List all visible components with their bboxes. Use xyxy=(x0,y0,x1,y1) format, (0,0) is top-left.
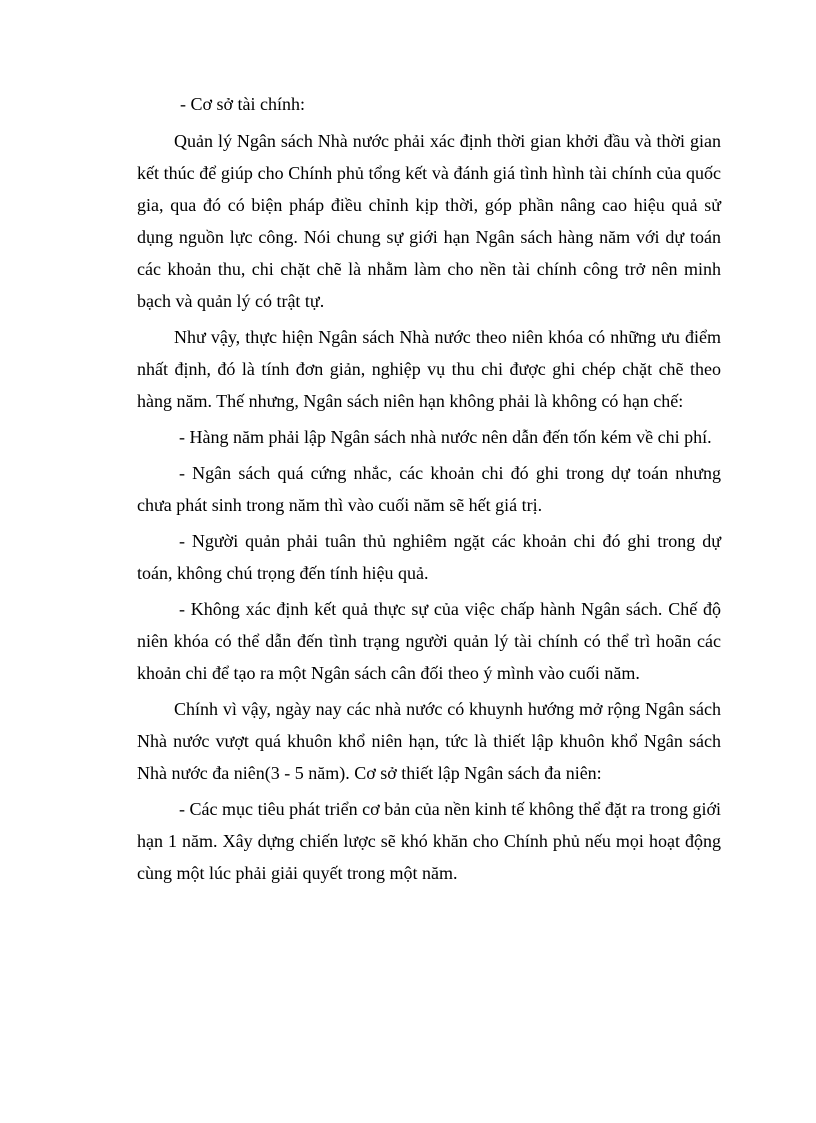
paragraph-time-frame: Quản lý Ngân sách Nhà nước phải xác định thời gian khởi đầu và thời gian kết thúc để giúp cho Chính phủ tổng kết và đánh giá tình hình tài chính của quốc gia, qua đó có biện pháp điều chỉnh kịp thời, góp phần nâng cao hiệu quả sử dụng nguồn lực công. Nói chung sự giới hạn Ngân sách hàng năm với dự toán các khoản thu, chi chặt chẽ là nhằm làm cho nền tài chính công trở nên minh bạch và quản lý có trật tự. xyxy=(137,131,721,311)
bullet-results: - Không xác định kết quả thực sự của việc chấp hành Ngân sách. Chế độ niên khóa có thể dẫn đến tình trạng người quản lý tài chính có thể trì hoãn các khoản chi để tạo ra một Ngân sách cân đối theo ý mình vào cuối năm. xyxy=(137,599,721,683)
bullet-cost: - Hàng năm phải lập Ngân sách nhà nước nên dẫn đến tốn kém về chi phí. xyxy=(179,427,712,447)
paragraph-multi-year: Chính vì vậy, ngày nay các nhà nước có khuynh hướng mở rộng Ngân sách Nhà nước vượt quá khuôn khổ niên hạn, tức là thiết lập khuôn khổ Ngân sách Nhà nước đa niên(3 - 5 năm). Cơ sở thiết lập Ngân sách đa niên: xyxy=(137,699,721,783)
bullet-development-goals: - Các mục tiêu phát triển cơ bản của nền kinh tế không thể đặt ra trong giới hạn 1 năm. Xây dựng chiến lược sẽ khó khăn cho Chính phủ nếu mọi hoạt động cùng một lúc phải giải quyết trong một năm. xyxy=(137,799,721,883)
bullet-rigid: - Ngân sách quá cứng nhắc, các khoản chi đó ghi trong dự toán nhưng chưa phát sinh trong năm thì vào cuối năm sẽ hết giá trị. xyxy=(137,463,721,515)
section-heading: - Cơ sở tài chính: xyxy=(180,94,306,114)
bullet-compliance: - Người quản phải tuân thủ nghiêm ngặt các khoản chi đó ghi trong dự toán, không chú trọng đến tính hiệu quả. xyxy=(137,531,721,583)
document-page xyxy=(137,88,721,893)
paragraph-annual-budget: Như vậy, thực hiện Ngân sách Nhà nước theo niên khóa có những ưu điểm nhất định, đó là tính đơn giản, nghiệp vụ thu chi được ghi chép chặt chẽ theo hàng năm. Thế nhưng, Ngân sách niên hạn không phải là không có hạn chế: xyxy=(137,327,721,411)
